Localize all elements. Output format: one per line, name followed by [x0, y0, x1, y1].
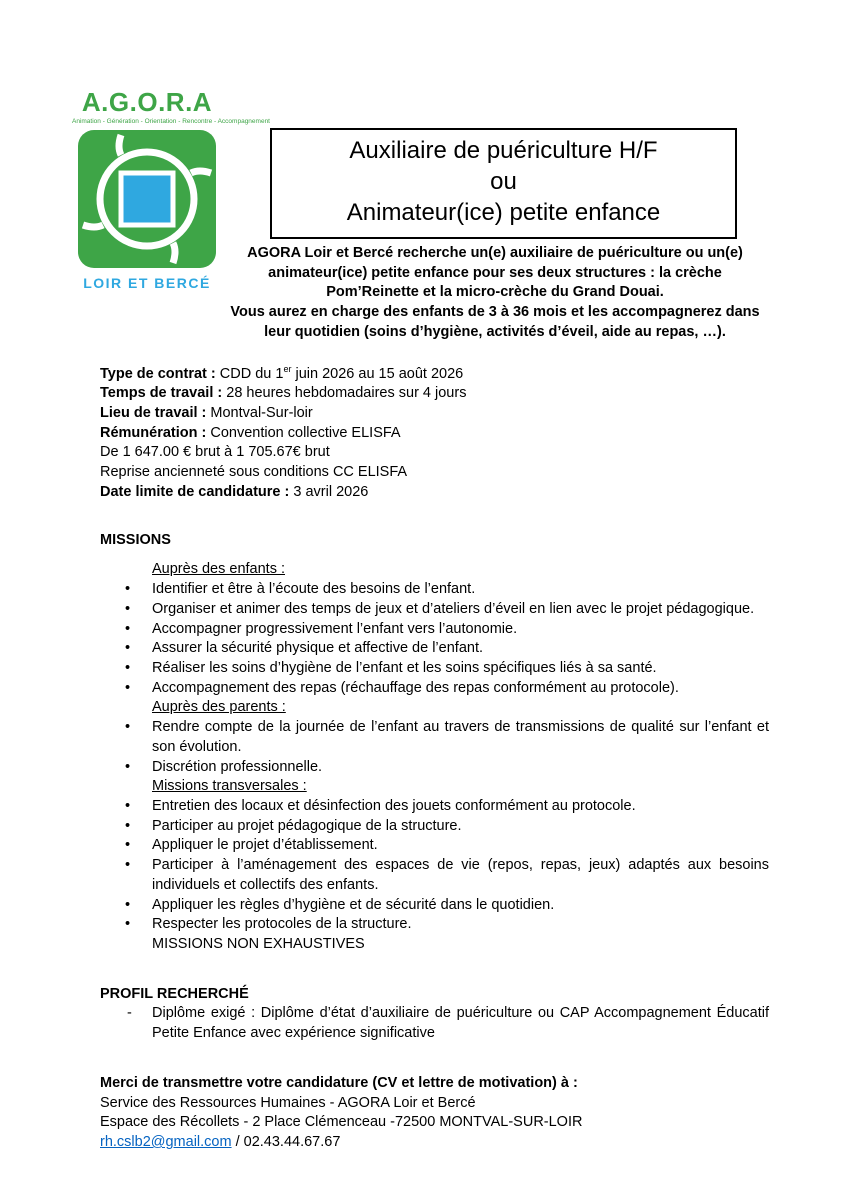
detail-label: Rémunération :: [100, 424, 211, 441]
bullet-icon: •: [125, 896, 131, 913]
detail-value: Reprise ancienneté sous conditions CC ELISFA: [100, 464, 408, 481]
bullet-icon: •: [125, 640, 131, 657]
logo-subtitle: LOIR ET BERCÉ: [83, 275, 211, 292]
job-title-line1: Auxiliaire de puériculture H/F: [349, 137, 658, 164]
bullet-icon: •: [125, 719, 131, 736]
contact-block: [100, 1074, 769, 1153]
mission-item: [100, 896, 769, 916]
email-link[interactable]: rh.cslb2@gmail.com: [100, 1134, 232, 1151]
detail-location: [100, 404, 769, 424]
mission-item: [100, 620, 769, 640]
dash-icon: -: [127, 1005, 132, 1022]
mission-item-text: Accompagnement des repas (réchauffage des repas conformément au protocole).: [152, 679, 679, 696]
detail-value: Convention collective ELISFA: [210, 424, 401, 441]
intro-paragraph-2: Vous aurez en charge des enfants de 3 à 36 mois et les accompagnerez dans leur quotidien (soins d’hygiène, activités d’éveil, aide au repas, …).: [230, 304, 760, 340]
mission-item: [100, 915, 769, 935]
mission-item-text: Rendre compte de la journée de l’enfant au travers de transmissions de qualité sur l’enfant et son évolution.: [152, 719, 769, 755]
intro-paragraph-1: AGORA Loir et Bercé recherche un(e) auxiliaire de puériculture ou un(e) animateur(ice) petite enfance pour ses deux structures : la crèche Pom’Reinette et la micro-crèche du Grand Douai.: [247, 245, 743, 301]
missions-note: MISSIONS NON EXHAUSTIVES: [152, 936, 365, 952]
bullet-icon: •: [125, 817, 131, 834]
mission-item-text: Accompagner progressivement l’enfant vers l’autonomie.: [152, 620, 518, 637]
agora-logo-icon: [72, 129, 222, 269]
detail-work-time: [100, 384, 769, 404]
detail-label: Type de contrat :: [100, 365, 220, 382]
mission-item-text: Discrétion professionnelle.: [152, 758, 323, 775]
detail-value: Montval-Sur-loir: [210, 405, 313, 422]
mission-item: [100, 639, 769, 659]
section-title-parents: Auprès des parents :: [152, 699, 286, 716]
contact-heading: Merci de transmettre votre candidature (CV et lettre de motivation) à :: [100, 1074, 578, 1091]
mission-item: [100, 659, 769, 679]
detail-contract-type: [100, 365, 769, 385]
contact-service-line: Service des Ressources Humaines - AGORA Loir et Bercé: [100, 1094, 476, 1111]
mission-item-text: Assurer la sécurité physique et affective de l’enfant.: [152, 640, 484, 657]
ordinal-superscript: er: [283, 363, 292, 374]
mission-item-text: Identifier et être à l’écoute des besoins de l’enfant.: [152, 581, 476, 598]
mission-item-text: Participer à l’aménagement des espaces de vie (repos, repas, jeux) adaptés aux besoins individuels et collectifs des enfants.: [152, 857, 769, 893]
job-title-line2: Animateur(ice) petite enfance: [346, 199, 661, 226]
logo-tagline: Animation - Génération - Orientation - Rencontre - Accompagnement: [72, 117, 270, 125]
missions-heading: MISSIONS: [100, 531, 171, 548]
bullet-icon: •: [125, 659, 131, 676]
mission-item: [100, 797, 769, 817]
bullet-icon: •: [125, 916, 131, 933]
detail-value-cont: juin 2026 au 15 août 2026: [291, 365, 464, 382]
detail-label: Lieu de travail :: [100, 405, 211, 422]
mission-item-text: Réaliser les soins d’hygiène de l’enfant et les soins spécifiques liés à sa santé.: [152, 659, 657, 676]
contact-phone: / 02.43.44.67.67: [231, 1134, 341, 1151]
detail-value: CDD du 1: [219, 365, 284, 382]
agora-logo: [72, 87, 270, 293]
mission-item: [100, 679, 769, 699]
profil-heading: PROFIL RECHERCHÉ: [100, 985, 249, 1002]
detail-value: 28 heures hebdomadaires sur 4 jours: [226, 385, 467, 402]
mission-item: [100, 817, 769, 837]
bullet-icon: •: [125, 797, 131, 814]
mission-item: [100, 600, 769, 620]
intro-block: [220, 244, 770, 343]
contact-email-line: [100, 1133, 769, 1153]
detail-deadline: [100, 483, 769, 503]
job-title-or: ou: [490, 168, 517, 195]
profil-item: [100, 1004, 769, 1043]
bullet-icon: •: [125, 600, 131, 617]
bullet-icon: •: [125, 620, 131, 637]
detail-salary-range: [100, 443, 769, 463]
logo-name: A.G.O.R.A: [81, 87, 213, 117]
detail-salary: [100, 424, 769, 444]
mission-item: [100, 758, 769, 778]
mission-item: [100, 718, 769, 757]
detail-value: 3 avril 2026: [293, 483, 369, 500]
section-title-transversales: Missions transversales :: [152, 778, 307, 795]
job-title-box: [270, 128, 737, 239]
detail-label: Date limite de candidature :: [100, 483, 294, 500]
mission-item-text: Appliquer le projet d’établissement.: [152, 837, 378, 854]
section-title-enfants: Auprès des enfants :: [152, 561, 285, 578]
mission-item: [100, 856, 769, 895]
mission-item-text: Respecter les protocoles de la structure.: [152, 916, 412, 933]
bullet-icon: •: [125, 758, 131, 775]
bullet-icon: •: [125, 679, 131, 696]
detail-label: Temps de travail :: [100, 385, 227, 402]
bullet-icon: •: [125, 837, 131, 854]
mission-item: [100, 836, 769, 856]
mission-item-text: Participer au projet pédagogique de la structure.: [152, 817, 462, 834]
mission-item: [100, 580, 769, 600]
detail-seniority: [100, 463, 769, 483]
detail-value: De 1 647.00 € brut à 1 705.67€ brut: [100, 444, 330, 461]
mission-item-text: Organiser et animer des temps de jeux et d’ateliers d’éveil en lien avec le projet pédagogique.: [152, 600, 755, 617]
bullet-icon: •: [125, 581, 131, 598]
contact-address-line: Espace des Récollets - 2 Place Clémenceau -72500 MONTVAL-SUR-LOIR: [100, 1114, 583, 1131]
mission-item-text: Entretien des locaux et désinfection des jouets conformément au protocole.: [152, 797, 636, 814]
mission-item-text: Appliquer les règles d’hygiène et de sécurité dans le quotidien.: [152, 896, 555, 913]
bullet-icon: •: [125, 857, 131, 874]
profil-item-text: Diplôme exigé : Diplôme d’état d’auxiliaire de puériculture ou CAP Accompagnement Éducatif Petite Enfance avec expérience significative: [152, 1005, 769, 1042]
contract-details: [100, 365, 769, 503]
